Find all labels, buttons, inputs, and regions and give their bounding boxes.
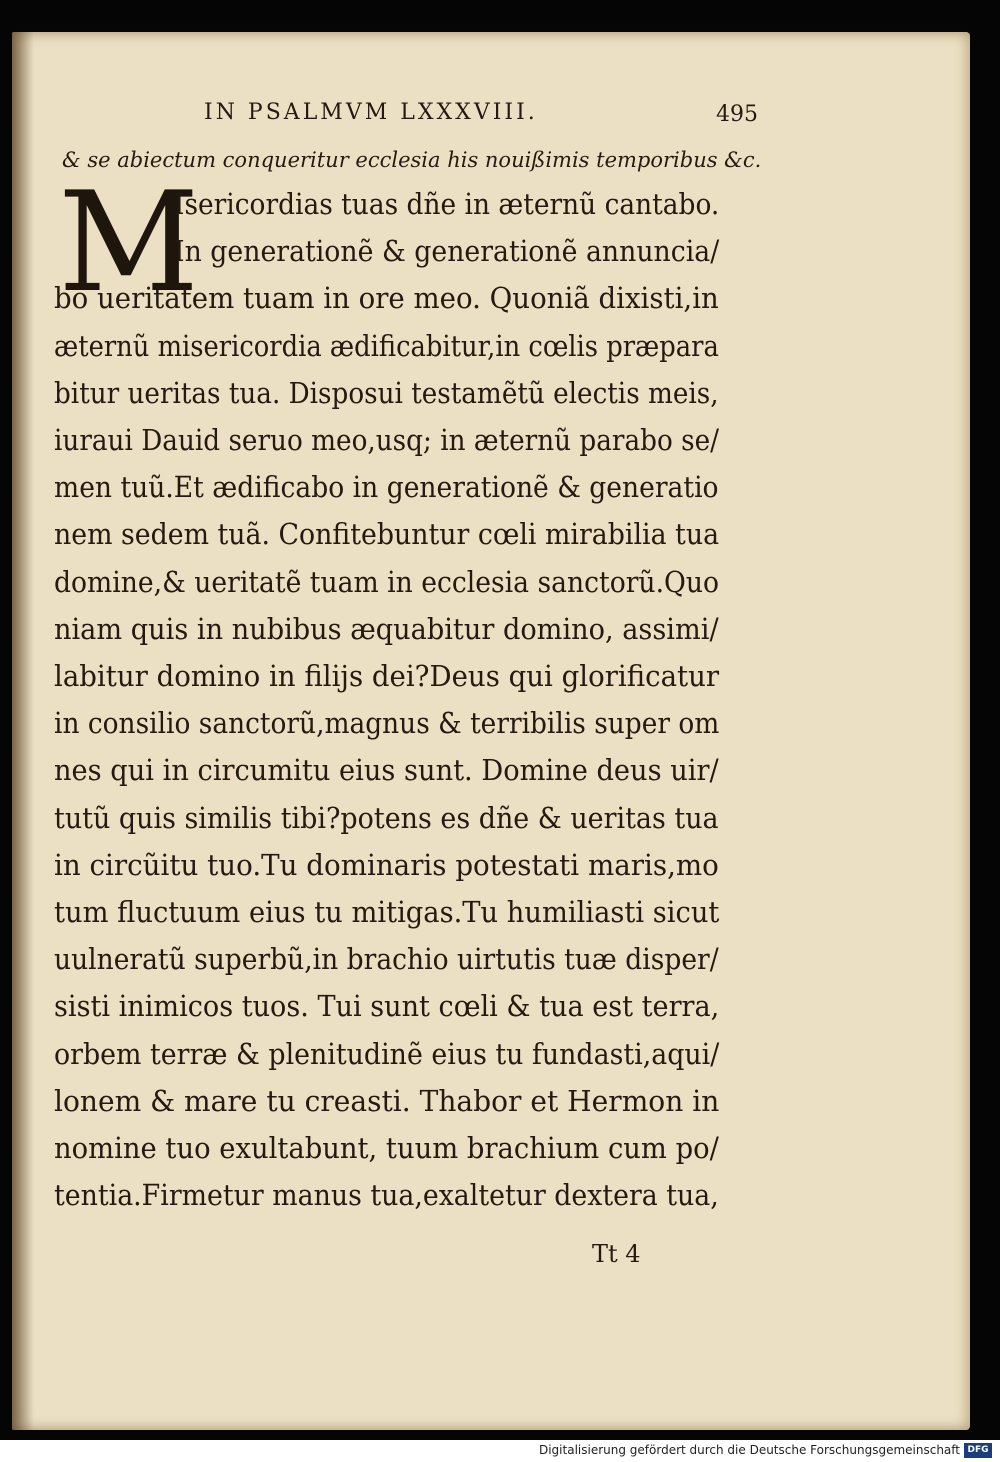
text-line: niam quis in nubibus æquabitur domino, assimi/ <box>54 611 719 646</box>
text-line: tutũ quis similis tibi?potens es dñe & ueritas tua <box>54 800 719 835</box>
signature-mark: Tt 4 <box>592 1240 641 1268</box>
text-line: orbem terræ & plenitudinẽ eius tu fundasti,aqui/ <box>54 1036 720 1071</box>
text-line: Isericordias tuas dñe in æternũ cantabo. <box>174 187 720 221</box>
text-line: bitur ueritas tua. Disposui testamẽtũ electis meis, <box>54 375 719 410</box>
text-line: nem sedem tuã. Confitebuntur cœli mirabilia tua <box>54 517 720 552</box>
text-line: domine,& ueritatẽ tuam in ecclesia sanctorũ.Quo <box>54 564 719 599</box>
running-title: IN PSALMVM LXXXVIII. <box>204 100 538 125</box>
text-line: in circũitu tuo.Tu dominaris potestati maris,mo <box>54 847 719 882</box>
text-line: sisti inimicos tuos. Tui sunt cœli & tua est terra, <box>54 989 720 1024</box>
text-line: nomine tuo exultabunt, tuum brachium cum po/ <box>54 1131 719 1165</box>
text-line: tentia.Firmetur manus tua,exaltetur dextera tua, <box>54 1178 719 1213</box>
text-line: uulneratũ superbũ,in brachio uirtutis tuæ disper/ <box>54 942 719 977</box>
page-gutter-shadow <box>12 32 34 1430</box>
text-line: iuraui Dauid seruo meo,usq; in æternũ parabo se/ <box>54 423 720 457</box>
text-line: labitur domino in filijs dei?Deus qui glorificatur <box>54 659 720 693</box>
text-line: In generationẽ & generationẽ annuncia/ <box>174 234 720 269</box>
footer-bar <box>0 1440 1000 1462</box>
funding-credit: Digitalisierung gefördert durch die Deutsche Forschungsgemeinschaft <box>538 1443 960 1457</box>
page-number: 495 <box>716 102 758 127</box>
psalm-argument: & se abiectum conqueritur ecclesia his nouißimis temporibus &c. <box>62 148 762 172</box>
book-page <box>12 32 970 1430</box>
text-line: lonem & mare tu creasti. Thabor et Hermon in <box>54 1083 720 1118</box>
text-line: men tuũ.Et ædificabo in generationẽ & generatio <box>54 470 719 505</box>
text-line: tum fluctuum eius tu mitigas.Tu humiliasti sicut <box>54 895 720 929</box>
text-line: æternũ misericordia ædificabitur,in cœlis præpara <box>54 328 719 363</box>
text-line: in consilio sanctorũ,magnus & terribilis super om <box>54 706 720 741</box>
dfg-logo: DFG <box>964 1443 992 1458</box>
text-line: bo ueritatem tuam in ore meo. Quoniã dixisti,in <box>54 281 719 316</box>
text-line: nes qui in circumitu eius sunt. Domine deus uir/ <box>54 753 719 788</box>
decorated-initial: M <box>58 162 200 323</box>
